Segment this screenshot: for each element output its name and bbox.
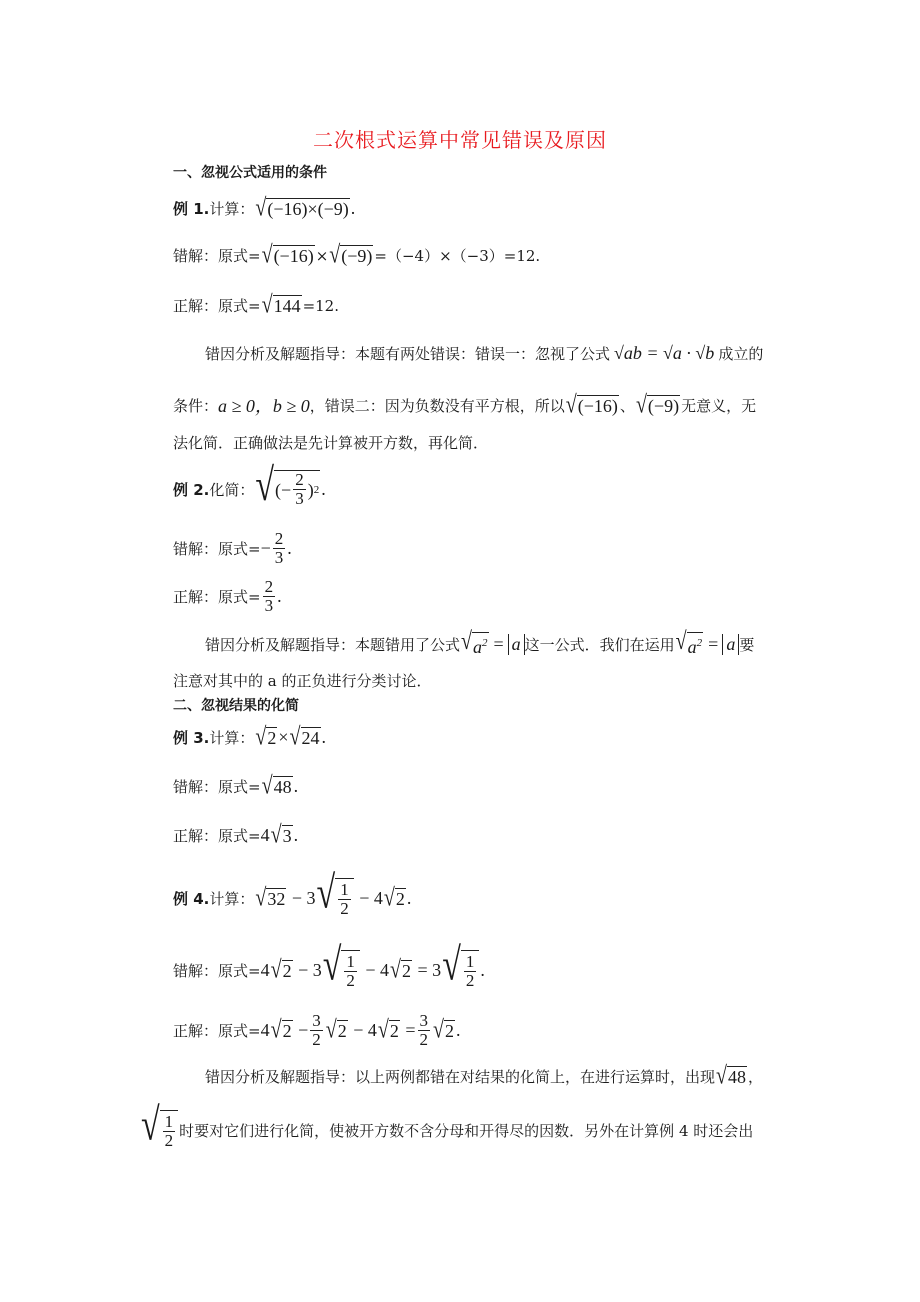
sqrt-2: √ 2	[270, 955, 292, 984]
sqrt-expression: √ (−16)	[261, 241, 314, 269]
abs-a: a	[722, 634, 739, 655]
wrong-label: 错解：原式=	[173, 247, 261, 265]
example-3-correct-solution: 正解：原式= 4 √ 3 .	[173, 821, 299, 849]
sqrt-half: √ $\frac{1}{2}$	[317, 878, 354, 918]
sqrt-half: √ $\frac{1}{2}$	[442, 950, 479, 990]
prompt: 化简：	[209, 480, 255, 499]
sqrt-expression: √ 24	[289, 723, 320, 751]
example-1-analysis-line-2	[173, 392, 756, 418]
example-3-question: 例 3. 计算： √ 2 × √ 24 .	[173, 723, 326, 751]
fraction: $\frac{2}{3}$	[264, 577, 274, 615]
correct-label: 正解：原式=	[173, 297, 261, 315]
section-1-heading: 一、忽视公式适用的条件	[173, 165, 327, 181]
analysis-text: 错因分析及解题指导：本题有两处错误：错误一：忽视了公式	[205, 345, 611, 363]
correct-label: 正解：原式=	[173, 827, 261, 845]
analysis-text: 条件：	[173, 396, 219, 415]
example-1-question: 例 1. 计算： √ (−16)×(−9) .	[173, 194, 356, 222]
example-2-question: 例 2. 化简： √ (− $\frac{2}{3}$ ) 2 .	[173, 460, 326, 511]
correct-label: 正解：原式=	[173, 588, 261, 606]
sqrt-2: √ 2	[377, 1016, 399, 1044]
analysis-text: 错因分析及解题指导：本题错用了公式	[205, 636, 461, 654]
sqrt-a-squared: √ $a^2$	[675, 627, 703, 657]
example-1-analysis-line-3: 法化简．正确做法是先计算被开方数，再化简．	[173, 434, 489, 452]
example-1-wrong-solution	[173, 241, 541, 269]
example-2-analysis-line-1: 错因分析及解题指导：本题错用了公式 √ $a^2$ = a 这一公式．我们在运用 √ $a^2$ = a 要	[205, 627, 755, 657]
sqrt-expression: √ (− $\frac{2}{3}$ ) 2	[255, 460, 320, 511]
correct-result: =12.	[302, 296, 339, 315]
example-label: 例 4.	[173, 889, 210, 908]
document-title: 二次根式运算中常见错误及原因	[313, 128, 607, 152]
fraction: $\frac{2}{3}$	[274, 529, 284, 567]
prompt: 计算：	[209, 889, 255, 908]
sqrt-expression: √ 144	[261, 291, 301, 319]
example-1-correct-solution	[173, 291, 339, 319]
analysis-text: 错因分析及解题指导：以上两例都错在对结果的化简上，在进行运算时，出现	[205, 1068, 716, 1086]
example-4-correct-solution: 正解：原式= 4 √ 2 − $\frac{3}{2}$ √ 2 − 4 √ 2 = $\frac{3}{2}$ √ 2 .	[173, 1011, 461, 1049]
example-1-analysis-line-1	[205, 343, 763, 364]
formula: √ab = √a · √b	[614, 343, 715, 363]
sqrt-2: √ 2	[383, 883, 405, 912]
minus-sign: −	[260, 538, 271, 558]
wrong-label: 错解：原式=	[173, 778, 261, 796]
section-2-heading: 二、忽视结果的化简	[173, 698, 299, 714]
analysis-text: 成立的	[718, 345, 764, 363]
sqrt-expression: √ (−16)×(−9)	[255, 194, 349, 222]
sqrt-expression: √ 48	[261, 772, 292, 800]
example-4-question: 例 4. 计算： √ 32 − 3 √ $\frac{1}{2}$ − 4 √ 2 .	[173, 868, 412, 919]
sqrt-expression: √ (−9)	[329, 241, 373, 269]
sqrt-2: √ 2	[325, 1016, 347, 1044]
times-sign: ×	[315, 246, 329, 265]
analysis-text: 时要对它们进行化简，使被开方数不含分母和开得尽的因数．另外在计算例 4 时还会出	[179, 1121, 754, 1140]
analysis-text: ，	[748, 1068, 764, 1086]
correct-label: 正解：原式=	[173, 1022, 261, 1040]
wrong-label: 错解：原式=	[173, 961, 261, 980]
example-label: 例 1.	[173, 200, 210, 218]
sqrt-half: √ $\frac{1}{2}$	[141, 1110, 178, 1150]
sqrt-2: √ 2	[270, 1016, 292, 1044]
sqrt-2: √ 2	[433, 1016, 454, 1044]
sqrt-2: √ 2	[390, 955, 412, 984]
abs-a: a	[508, 634, 525, 655]
sqrt-expression: √ (−16)	[565, 390, 618, 419]
analysis-text: 这一公式．我们在运用	[524, 636, 675, 654]
times-sign: ×	[278, 727, 289, 747]
example-label: 例 3.	[173, 729, 210, 747]
condition: a ≥ 0，b ≥ 0	[218, 396, 310, 416]
analysis-text: 要	[739, 636, 755, 654]
analysis-text: ，错误二：因为负数没有平方根，所以	[309, 396, 565, 415]
sqrt-expression: √ 3	[270, 821, 292, 849]
sqrt-32: √ 32	[255, 883, 286, 912]
example-2-wrong-solution: 错解：原式= − $\frac{2}{3}$ .	[173, 529, 292, 567]
example-label: 例 2.	[173, 480, 210, 499]
wrong-label: 错解：原式=	[173, 540, 261, 558]
section-2-analysis-line-1	[205, 1062, 764, 1090]
sqrt-half: √ $\frac{1}{2}$	[323, 950, 360, 990]
separator: 、	[619, 396, 635, 415]
sqrt-expression: √ (−9)	[635, 390, 680, 419]
sqrt-expression: √ 48	[716, 1062, 746, 1090]
fraction: $\frac{3}{2}$	[312, 1011, 321, 1049]
example-3-wrong-solution: 错解：原式= √ 48 .	[173, 772, 299, 800]
prompt: 计算：	[209, 200, 255, 218]
prompt: 计算：	[209, 729, 255, 747]
example-2-analysis-line-2: 注意对其中的 a 的正负进行分类讨论．	[173, 672, 432, 690]
example-2-correct-solution: 正解：原式= $\frac{2}{3}$ .	[173, 577, 282, 615]
wrong-result: =（−4）×（−3）=12.	[374, 247, 541, 265]
fraction: $\frac{3}{2}$	[419, 1011, 428, 1049]
analysis-text: 无意义，无	[681, 396, 757, 415]
sqrt-a-squared: √ $a^2$	[461, 627, 488, 657]
example-4-wrong-solution: 错解：原式= 4 √ 2 − 3 √ $\frac{1}{2}$ − 4 √ 2 = 3 √ $\frac{1}{2}$ .	[173, 940, 485, 991]
sqrt-expression: √ 2	[255, 723, 277, 751]
coefficient: 4	[260, 825, 270, 845]
section-2-analysis-line-2	[140, 1100, 754, 1151]
